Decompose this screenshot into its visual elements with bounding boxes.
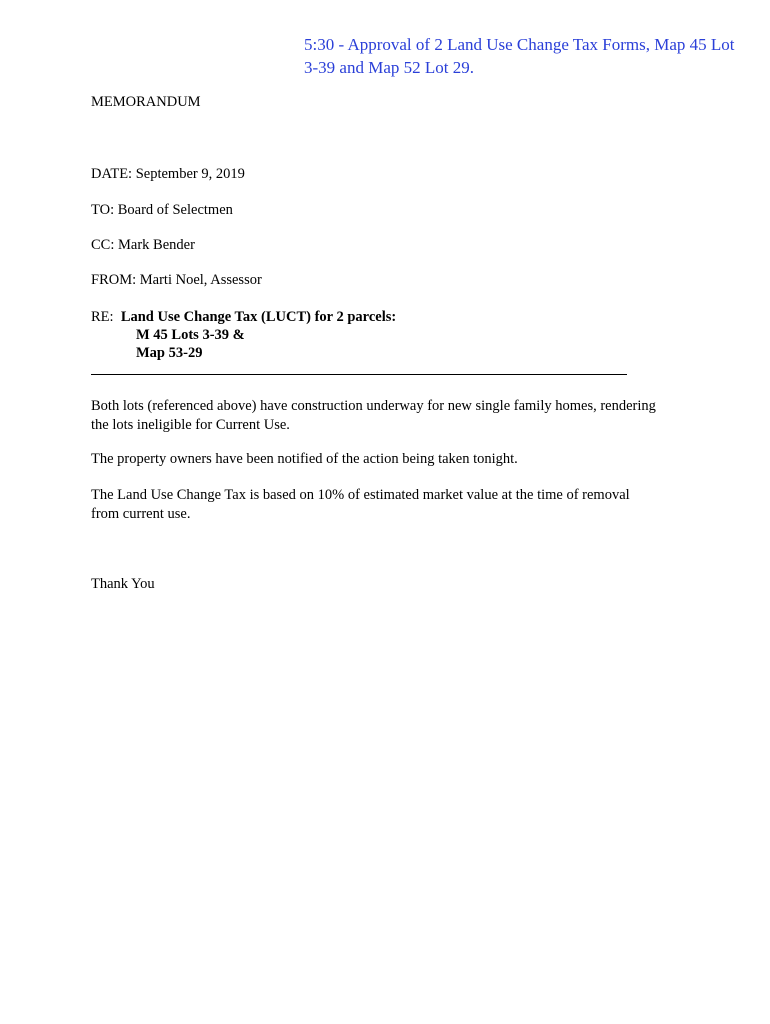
re-label: RE: (91, 309, 114, 325)
agenda-annotation (304, 33, 754, 79)
separator-rule (91, 374, 627, 375)
memo-re (91, 308, 396, 326)
annotation-line-2: 3-39 and Map 52 Lot 29. (304, 58, 474, 77)
memo-to: TO: Board of Selectmen (91, 202, 233, 218)
re-subject: Land Use Change Tax (LUCT) for 2 parcels: (120, 309, 397, 325)
closing: Thank You (91, 576, 155, 592)
memo-heading: MEMORANDUM (91, 94, 201, 110)
body-paragraph-1-line-2: the lots ineligible for Current Use. (91, 417, 290, 433)
memo-cc: CC: Mark Bender (91, 237, 195, 253)
memo-date: DATE: September 9, 2019 (91, 166, 245, 182)
body-paragraph-3-line-1: The Land Use Change Tax is based on 10% of estimated market value at the time of removal (91, 487, 630, 503)
body-paragraph-3-line-2: from current use. (91, 506, 191, 522)
annotation-line-1: 5:30 - Approval of 2 Land Use Change Tax Forms, Map 45 Lot (304, 35, 735, 54)
re-parcel-2: Map 53-29 (136, 345, 203, 361)
body-paragraph-2: The property owners have been notified of the action being taken tonight. (91, 451, 518, 467)
memo-from: FROM: Marti Noel, Assessor (91, 272, 262, 288)
re-parcel-1: M 45 Lots 3-39 & (136, 327, 245, 343)
body-paragraph-1-line-1: Both lots (referenced above) have construction underway for new single family homes, rendering (91, 398, 656, 414)
